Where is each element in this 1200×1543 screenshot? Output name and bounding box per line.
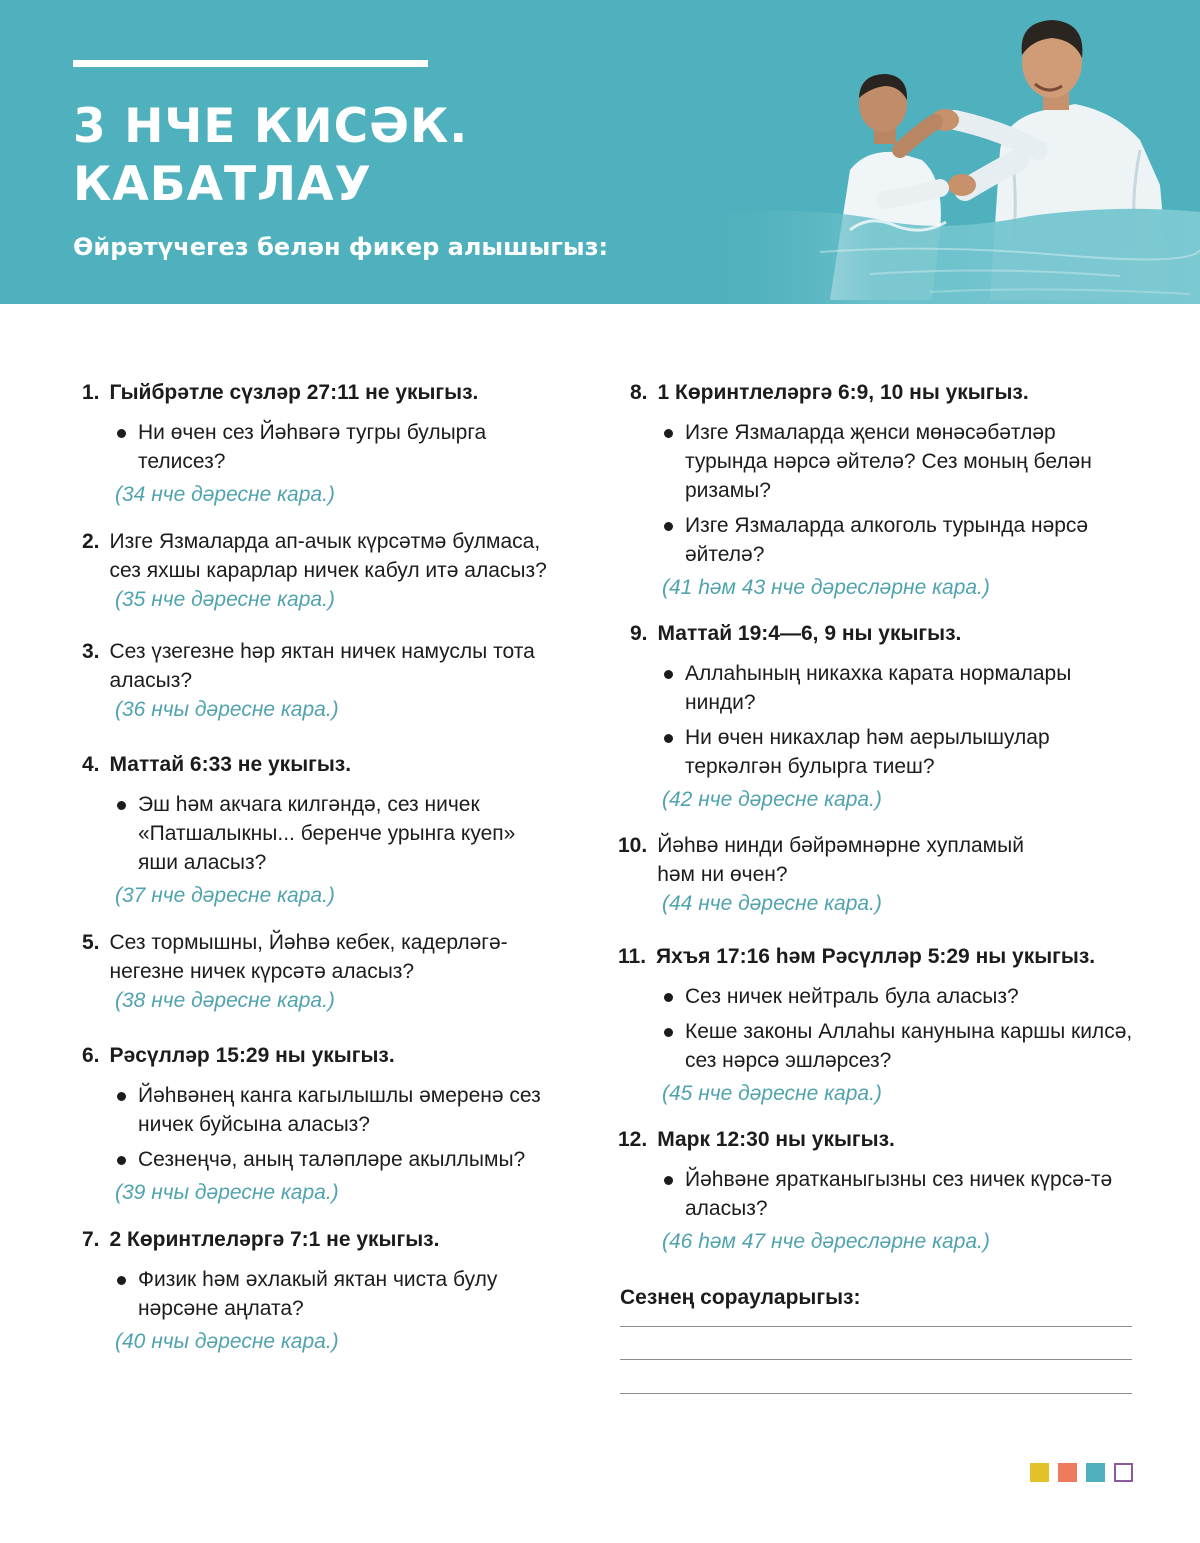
title-line-1: 3 НЧЕ КИСӘК. [73,99,469,154]
bullet-list [115,1265,552,1323]
orange-square-icon [1058,1463,1077,1482]
question-number: 6. [82,1044,100,1067]
teal-square-icon [1086,1463,1105,1482]
question-title: Марк 12:30 ны укыгыз. [657,1128,895,1151]
question-5 [82,928,552,1015]
lesson-reference: (37 нче дәресне кара.) [115,884,335,907]
bullet-item: Изге Язмаларда алкоголь турында нәрсә әйтелә? [662,511,1138,569]
question-number: 8. [630,381,648,404]
lesson-reference: (39 нчы дәресне кара.) [115,1181,339,1204]
question-number: 11. [618,945,647,968]
question-title: 1 Көринтлеләргә 6:9, 10 ны укыгыз. [657,381,1029,404]
bullet-list [115,1081,552,1174]
bullet-item: Ни өчен сез Йәһвәгә тугры булырга телисез? [115,418,552,476]
bullet-item: Физик һәм әхлакый яктан чиста булу нәрсәне аңлата? [115,1265,552,1323]
question-title: Рәсүлләр 15:29 ны укыгыз. [109,1044,395,1067]
question-8 [618,378,1138,602]
question-11 [618,942,1138,1108]
question-title: Сез үзегезне һәр яктан ничек намуслы тота аласыз? [109,640,535,692]
page-subtitle: Өйрәтүчегез белән фикер алышыгыз: [73,233,609,261]
question-number: 12. [618,1128,648,1151]
question-title: Маттай 6:33 не укыгыз. [109,753,352,776]
write-line[interactable] [620,1326,1132,1327]
question-title: Сез тормышны, Йәһвә кебек, кадерләгә-негезне ничек күрсәтә аласыз? [109,931,508,983]
your-questions-label: Сезнең сорауларыгыз: [620,1286,861,1309]
question-1 [82,378,552,509]
questions-left-column [82,378,552,1356]
question-7 [82,1225,552,1356]
decorative-squares [1030,1463,1133,1482]
question-title: Гыйбрәтле сүзләр 27:11 не укыгыз. [109,381,479,404]
title-line-2: КАБАТЛАУ [73,157,372,212]
bullet-item: Эш һәм акчага килгәндә, сез ничек «Патшалыкны... беренче урынга куеп» яши аласыз? [115,790,552,877]
bullet-list [115,790,552,877]
header-rule [73,60,428,67]
baptism-illustration [700,0,1200,304]
question-title: Маттай 19:4—6, 9 ны укыгыз. [657,622,962,645]
page-title [73,98,468,214]
bullet-list [662,659,1138,781]
bullet-item: Йәһвәнең канга кагылышлы әмеренә сез ничек буйсына аласыз? [115,1081,552,1139]
question-number: 2. [82,530,100,553]
question-title: Яхъя 17:16 һәм Рәсүлләр 5:29 ны укыгыз. [656,945,1096,968]
bullet-item: Сезнеңчә, аның таләпләре акыллымы? [115,1145,552,1174]
question-number: 3. [82,640,100,663]
question-4 [82,750,552,910]
question-3 [82,637,552,724]
bullet-list [662,982,1138,1075]
write-line[interactable] [620,1359,1132,1360]
bullet-item: Сез ничек нейтраль була аласыз? [662,982,1138,1011]
bullet-list [662,1165,1138,1223]
header-banner [0,0,1200,304]
lesson-reference: (36 нчы дәресне кара.) [115,698,339,721]
bullet-list [115,418,552,476]
lesson-reference: (35 нче дәресне кара.) [115,588,335,611]
question-number: 9. [630,622,648,645]
question-number: 7. [82,1228,100,1251]
question-6 [82,1041,552,1207]
bullet-item: Йәһвәне яратканыгызны сез ничек күрсә-тә аласыз? [662,1165,1138,1223]
question-number: 5. [82,931,100,954]
question-number: 10. [618,834,648,857]
question-title: 2 Көринтлеләргә 7:1 не укыгыз. [109,1228,440,1251]
write-line[interactable] [620,1393,1132,1394]
bullet-list [662,418,1138,569]
bullet-item: Изге Язмаларда җенси мөнәсәбәтләр турында нәрсә әйтелә? Сез моның белән ризамы? [662,418,1138,505]
lesson-reference: (45 нче дәресне кара.) [662,1082,882,1105]
lesson-reference: (44 нче дәресне кара.) [662,892,882,915]
question-9 [618,619,1138,814]
bullet-item: Ни өчен никахлар һәм аерылышулар теркәлгән булырга тиеш? [662,723,1138,781]
question-12 [618,1125,1138,1256]
questions-right-column [618,378,1138,1312]
lesson-reference: (38 нче дәресне кара.) [115,989,335,1012]
lesson-reference: (34 нче дәресне кара.) [115,483,335,506]
bullet-item: Кеше законы Аллаһы канунына каршы килсә, сез нәрсә эшләрсез? [662,1017,1138,1075]
bullet-item: Аллаһының никахка карата нормалары нинди? [662,659,1138,717]
yellow-square-icon [1030,1463,1049,1482]
question-2 [82,527,552,614]
lesson-reference: (40 нчы дәресне кара.) [115,1330,339,1353]
lesson-reference: (46 һәм 47 нче дәресләрне кара.) [662,1230,990,1253]
question-number: 4. [82,753,100,776]
purple-outline-square-icon [1114,1463,1133,1482]
lesson-reference: (41 һәм 43 нче дәресләрне кара.) [662,576,990,599]
question-title: Йәһвә нинди бәйрәмнәрне хупламый һәм ни өчен? [657,834,1024,886]
lesson-reference: (42 нче дәресне кара.) [662,788,882,811]
question-number: 1. [82,381,100,404]
question-title: Изге Язмаларда ап-ачык күрсәтмә булмаса, сез яхшы карарлар ничек кабул итә аласыз? [109,530,547,582]
question-10 [618,831,1138,918]
